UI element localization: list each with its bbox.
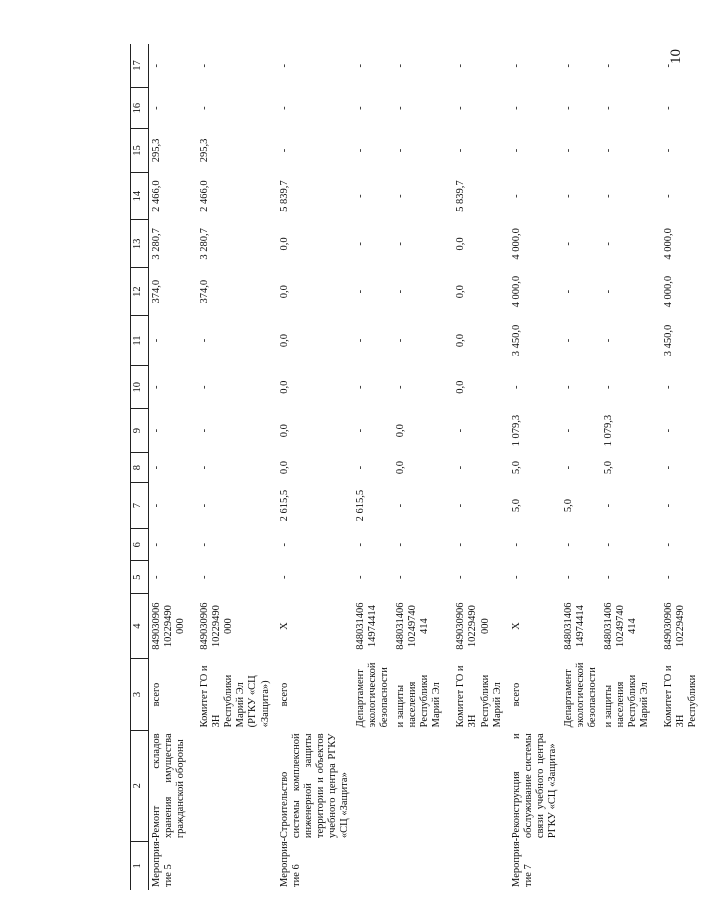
table-cell: 3 450,0 — [663, 324, 675, 357]
table-cell: 2 615,5 — [354, 489, 366, 522]
table-cell — [561, 730, 601, 841]
column-header: 5 — [131, 561, 149, 594]
column-header: 16 — [131, 88, 149, 129]
table-cell: - — [354, 575, 366, 580]
table-cell: - — [562, 428, 574, 433]
table-cell: - — [395, 503, 407, 508]
table-cell: 374,0 — [199, 279, 211, 304]
table-cell: - — [199, 428, 211, 433]
table-cell: 0,0 — [278, 285, 290, 299]
table-cell: - — [199, 575, 211, 580]
table-cell: - — [199, 465, 211, 470]
table-cell: 2 466,0 — [199, 180, 211, 212]
column-header: 7 — [131, 483, 149, 529]
table-cell: - — [395, 194, 407, 198]
table-cell — [189, 730, 273, 841]
table-cell: - — [354, 465, 366, 470]
table-cell: 4 000,0 — [663, 275, 675, 308]
table-cell: 3 280,7 — [199, 228, 211, 260]
table-cell: 0,0 — [278, 333, 290, 348]
table-cell: - — [151, 465, 162, 470]
table-cell: - — [510, 575, 522, 580]
column-header: 1 — [131, 841, 149, 890]
table-cell: 2 615,5 — [278, 489, 290, 522]
table-cell: 0,0 — [278, 424, 290, 438]
table-cell: всего — [278, 682, 290, 707]
table-cell: 0,0 — [395, 461, 407, 475]
table-cell: 5,0 — [510, 461, 522, 475]
table-cell: 5,0 — [562, 499, 574, 513]
table-row — [189, 44, 273, 890]
table-cell: - — [278, 64, 290, 68]
table-cell: Мероприя-тие 6 — [278, 837, 302, 887]
table-cell: и защиты населения Республики Марий Эл — [603, 674, 651, 728]
table-cell: - — [562, 575, 574, 580]
table-cell: - — [603, 242, 615, 246]
table-cell: - — [603, 385, 615, 389]
table-cell: - — [395, 338, 407, 343]
table-cell: 848031406 10249740 414 — [603, 602, 639, 650]
table-cell: - — [663, 542, 675, 547]
table-cell: и защиты населения Республики Марий Эл — [395, 674, 443, 728]
table-cell: 1 079,3 — [510, 414, 522, 447]
table-cell: - — [151, 428, 162, 433]
table-cell: Комитет ГО и ЗН Республики Марий Эл — [455, 665, 503, 728]
table-cell: - — [151, 338, 162, 343]
table-cell: - — [151, 542, 162, 547]
table-cell: - — [562, 385, 574, 389]
table-cell: 0,0 — [455, 380, 467, 394]
table-cell: - — [603, 289, 615, 294]
table-cell: - — [354, 338, 366, 343]
column-header: 9 — [131, 409, 149, 452]
table-cell: - — [603, 106, 615, 110]
table-cell: - — [663, 465, 675, 470]
table-cell: - — [455, 64, 467, 68]
table-cell: - — [151, 575, 162, 580]
table-row — [353, 44, 393, 890]
column-header: 8 — [131, 452, 149, 482]
table-cell — [353, 841, 393, 890]
table-cell: 1 079,3 — [603, 414, 615, 447]
table-cell: Строительство системы комплексной инженерной защиты территории и объектов учебного центра РГКУ «СЦ «Защита» — [278, 733, 350, 839]
table-cell: - — [663, 503, 675, 508]
table-cell: - — [562, 542, 574, 547]
rotated-table-wrapper — [130, 44, 699, 890]
table-cell: - — [354, 64, 366, 68]
table-cell: 4 000,0 — [510, 228, 522, 260]
table-cell: - — [278, 106, 290, 110]
column-header: 2 — [131, 730, 149, 841]
table-cell: Комитет ГО и ЗН Республики — [663, 665, 699, 728]
table-cell: - — [151, 64, 162, 68]
table-cell: - — [510, 194, 522, 198]
table-cell: - — [199, 64, 211, 68]
table-cell: 0,0 — [455, 237, 467, 251]
table-cell: 848031406 10249740 414 — [395, 602, 431, 650]
table-cell: Мероприя-тие 7 — [510, 837, 534, 887]
table-cell: - — [455, 503, 467, 508]
table-cell: - — [354, 385, 366, 389]
table-cell: - — [354, 289, 366, 294]
table-cell — [353, 730, 393, 841]
table-cell: - — [199, 503, 211, 508]
table-cell: - — [354, 242, 366, 246]
table-row — [506, 44, 561, 890]
table-cell: 0,0 — [278, 237, 290, 251]
column-header: 3 — [131, 659, 149, 731]
table-cell: - — [603, 194, 615, 198]
table-cell: Департамент экологической безопасности — [354, 662, 391, 728]
table-cell: - — [663, 106, 675, 110]
table-cell: 849030906 10229490 000 — [151, 602, 187, 650]
table-cell: - — [455, 148, 467, 153]
table-cell: 848031406 14974414 — [354, 602, 378, 650]
table-cell: Реконструкция и обслуживание системы связи учебного центра РГКУ «СЦ «Защита» — [510, 733, 558, 839]
table-cell — [445, 730, 505, 841]
table-cell: - — [663, 64, 675, 68]
table-cell: - — [354, 106, 366, 110]
table-cell: - — [199, 385, 211, 389]
table-cell: - — [562, 242, 574, 246]
table-cell: - — [395, 575, 407, 580]
table-cell: - — [510, 148, 522, 153]
table-row — [274, 44, 353, 890]
header-row — [131, 44, 149, 890]
table-cell: - — [603, 148, 615, 153]
table-cell: - — [199, 542, 211, 547]
table-cell: X — [510, 622, 522, 630]
table-cell: - — [562, 64, 574, 68]
table-cell: 0,0 — [455, 285, 467, 299]
table-cell: - — [663, 428, 675, 433]
table-cell: 0,0 — [395, 424, 407, 438]
table-cell: 848031406 14974414 — [562, 602, 586, 650]
table-cell: - — [455, 106, 467, 110]
table-cell: - — [663, 575, 675, 580]
table-row — [149, 44, 190, 890]
table-cell: - — [151, 385, 162, 389]
column-header: 17 — [131, 44, 149, 88]
table-row — [445, 44, 505, 890]
table-cell: - — [562, 148, 574, 153]
table-cell: 5,0 — [603, 461, 615, 475]
table-cell: - — [510, 385, 522, 389]
table-cell: X — [278, 622, 290, 630]
table-cell: Мероприя-тие 5 — [151, 837, 175, 887]
table-cell: 4 000,0 — [510, 275, 522, 308]
table-cell — [561, 841, 601, 890]
table-cell: 2 466,0 — [151, 180, 162, 212]
table-cell — [601, 841, 653, 890]
table-cell: - — [562, 465, 574, 470]
table-cell: - — [151, 503, 162, 508]
column-header: 11 — [131, 316, 149, 366]
table-cell: - — [455, 542, 467, 547]
budget-table — [130, 44, 702, 890]
table-row — [653, 44, 701, 890]
table-cell: - — [603, 575, 615, 580]
table-cell: - — [562, 289, 574, 294]
table-cell — [601, 730, 653, 841]
table-row — [561, 44, 601, 890]
column-header: 4 — [131, 594, 149, 659]
table-cell: - — [455, 575, 467, 580]
table-cell: - — [278, 575, 290, 580]
table-cell: - — [395, 106, 407, 110]
table-cell — [653, 841, 701, 890]
table-cell: - — [603, 542, 615, 547]
column-header: 15 — [131, 129, 149, 172]
table-cell: - — [395, 148, 407, 153]
table-cell: - — [354, 428, 366, 433]
column-header: 13 — [131, 220, 149, 268]
table-cell: 5 839,7 — [455, 180, 467, 212]
table-cell: 849030906 10229490 000 — [199, 602, 235, 650]
table-cell: - — [395, 242, 407, 246]
table-row — [601, 44, 653, 890]
table-cell: - — [278, 148, 290, 153]
table-cell: - — [663, 385, 675, 389]
table-cell: - — [510, 542, 522, 547]
table-cell: 0,0 — [455, 333, 467, 348]
table-cell: Департамент экологической безопасности — [562, 662, 598, 728]
table-cell: всего — [510, 682, 522, 707]
table-cell: - — [455, 428, 467, 433]
table-cell — [653, 730, 701, 841]
table-cell: - — [510, 64, 522, 68]
table-cell: - — [354, 542, 366, 547]
table-row — [393, 44, 445, 890]
table-cell: - — [354, 148, 366, 153]
table-cell: 4 000,0 — [663, 228, 675, 260]
column-header: 10 — [131, 366, 149, 409]
table-cell: - — [395, 64, 407, 68]
table-cell: - — [395, 289, 407, 294]
table-cell: - — [603, 503, 615, 508]
table-cell: всего — [151, 682, 162, 707]
table-cell — [445, 841, 505, 890]
table-cell: 3 280,7 — [151, 228, 162, 260]
table-cell: - — [562, 106, 574, 110]
table-cell: - — [151, 106, 162, 110]
table-cell: - — [603, 64, 615, 68]
table-cell: - — [663, 148, 675, 153]
table-cell — [189, 841, 273, 890]
table-cell: - — [562, 194, 574, 198]
table-cell: 0,0 — [278, 461, 290, 475]
table-cell: 295,3 — [199, 138, 211, 163]
table-cell — [393, 841, 445, 890]
table-cell: - — [562, 338, 574, 343]
table-cell — [393, 730, 445, 841]
column-header: 6 — [131, 528, 149, 561]
table-cell: - — [278, 542, 290, 547]
table-cell: 0,0 — [278, 380, 290, 394]
table-cell: 374,0 — [151, 279, 162, 304]
table-cell: - — [603, 338, 615, 343]
column-header: 14 — [131, 172, 149, 220]
table-cell: - — [395, 385, 407, 389]
table-cell: - — [199, 338, 211, 343]
table-cell: Комитет ГО и ЗН Республики Марий Эл (РГКУ «СЦ «Защита») — [199, 665, 271, 728]
table-cell: - — [354, 194, 366, 198]
column-header: 12 — [131, 268, 149, 316]
table-cell: 5,0 — [510, 499, 522, 513]
table-cell: - — [455, 465, 467, 470]
table-cell: 3 450,0 — [510, 324, 522, 357]
table-cell: 5 839,7 — [278, 180, 290, 212]
table-cell: 849030906 10229490 — [663, 602, 687, 650]
table-cell: 295,3 — [151, 138, 162, 163]
page-number: 10 — [668, 49, 684, 64]
table-cell: - — [199, 106, 211, 110]
table-cell: - — [395, 542, 407, 547]
table-cell: Ремонт складов хранения имущества гражданской обороны — [151, 733, 187, 839]
table-cell: - — [510, 106, 522, 110]
table-cell: - — [663, 194, 675, 198]
table-cell: 849030906 10229490 000 — [455, 602, 491, 650]
